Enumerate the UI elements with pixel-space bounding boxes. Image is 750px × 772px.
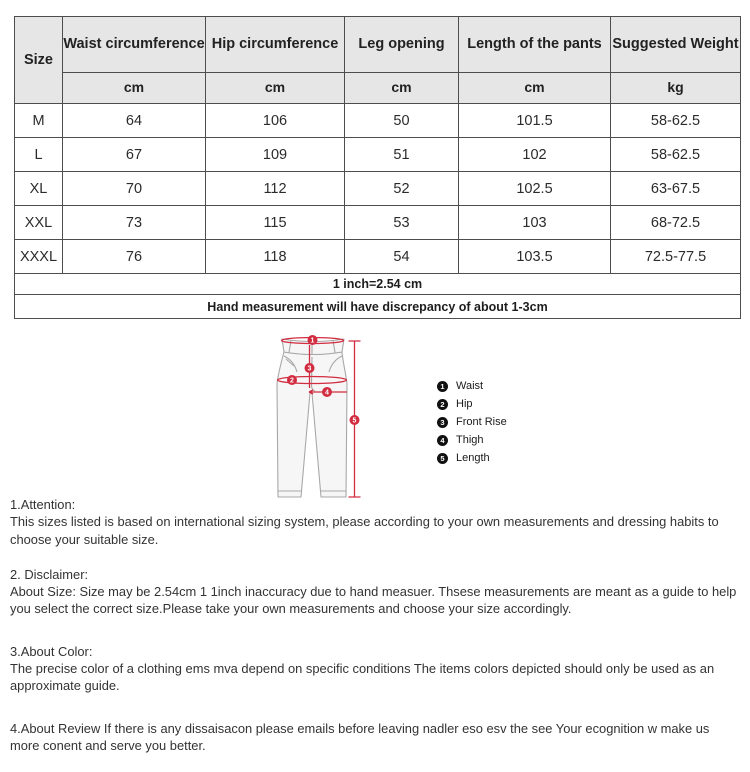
col-header-hip: Hip circumference: [206, 17, 345, 73]
svg-text:1: 1: [310, 337, 315, 345]
legend-label: Hip: [456, 398, 473, 410]
note-section-4: [10, 720, 737, 755]
measurement-value-cell: 58-62.5: [611, 138, 741, 172]
measurement-value-cell: 50: [345, 104, 459, 138]
measurement-value-cell: 73: [63, 206, 206, 240]
measurement-value-cell: 52: [345, 172, 459, 206]
measurement-value-cell: 118: [206, 240, 345, 274]
unit-hip: cm: [206, 73, 345, 104]
size-label-cell: XXL: [15, 206, 63, 240]
legend-item-thigh: [437, 431, 507, 449]
note-title: 2. Disclaimer:: [10, 566, 89, 582]
note-body: The precise color of a clothing ems mva depend on specific conditions The items colors depicted should only be used as an approximate guide.: [10, 661, 715, 694]
measurement-value-cell: 58-62.5: [611, 104, 741, 138]
footnote-row-discrepancy: [15, 295, 741, 319]
size-label-cell: L: [15, 138, 63, 172]
svg-text:4: 4: [325, 389, 329, 397]
note-title: 1.Attention:: [10, 497, 76, 512]
table-row: [15, 206, 741, 240]
col-header-leg-opening: Leg opening: [345, 17, 459, 73]
col-header-weight: Suggested Weight: [611, 17, 741, 73]
legend-number-icon: 4: [437, 435, 448, 446]
size-label-cell: M: [15, 104, 63, 138]
note-title: 3.About Color:: [10, 643, 93, 659]
unit-waist: cm: [63, 73, 206, 104]
measurement-value-cell: 72.5-77.5: [611, 240, 741, 274]
legend-item-length: [437, 449, 507, 467]
measurement-value-cell: 76: [63, 240, 206, 274]
col-header-length: Length of the pants: [459, 17, 611, 73]
measurement-value-cell: 102.5: [459, 172, 611, 206]
marker-5-length: [350, 415, 360, 425]
measurement-value-cell: 68-72.5: [611, 206, 741, 240]
legend-label: Waist: [456, 380, 484, 392]
legend-label: Front Rise: [456, 416, 507, 428]
legend-number-icon: 5: [437, 453, 448, 464]
unit-length: cm: [459, 73, 611, 104]
note-body: This sizes listed is based on international sizing system, please according to your own measurements and dressing habits to choose your suitable size.: [10, 514, 719, 547]
footnote-measurement-discrepancy: Hand measurement will have discrepancy of about 1-3cm: [15, 295, 741, 319]
svg-text:5: 5: [352, 417, 357, 425]
notes-section: [10, 496, 737, 772]
legend-number-icon: 2: [437, 399, 448, 410]
measurement-value-cell: 53: [345, 206, 459, 240]
table-row: [15, 138, 741, 172]
measurement-value-cell: 54: [345, 240, 459, 274]
measurement-value-cell: 115: [206, 206, 345, 240]
measurement-value-cell: 70: [63, 172, 206, 206]
col-header-waist: Waist circumference: [63, 17, 206, 73]
header-row: [15, 17, 741, 73]
measurement-value-cell: 103: [459, 206, 611, 240]
col-header-size: Size: [15, 17, 63, 104]
size-table-body: [15, 104, 741, 274]
svg-text:3: 3: [307, 365, 312, 373]
note-section-2: [10, 566, 737, 618]
measurement-value-cell: 63-67.5: [611, 172, 741, 206]
legend-number-icon: 3: [437, 417, 448, 428]
measurement-legend: [437, 377, 507, 467]
measurement-value-cell: 101.5: [459, 104, 611, 138]
note-section-3: [10, 643, 737, 695]
unit-leg-opening: cm: [345, 73, 459, 104]
measurement-value-cell: 102: [459, 138, 611, 172]
legend-item-waist: [437, 377, 507, 395]
measurement-value-cell: 106: [206, 104, 345, 138]
size-label-cell: XXXL: [15, 240, 63, 274]
pants-measurement-diagram: [260, 330, 370, 510]
legend-item-front-rise: [437, 413, 507, 431]
measurement-value-cell: 67: [63, 138, 206, 172]
legend-label: Length: [456, 452, 490, 464]
legend-number-icon: 1: [437, 381, 448, 392]
footnote-row-inch: [15, 274, 741, 295]
measurement-value-cell: 109: [206, 138, 345, 172]
measurement-value-cell: 112: [206, 172, 345, 206]
svg-text:2: 2: [290, 377, 294, 385]
measurement-value-cell: 51: [345, 138, 459, 172]
measurement-value-cell: 64: [63, 104, 206, 138]
legend-label: Thigh: [456, 434, 484, 446]
unit-weight: kg: [611, 73, 741, 104]
marker-3-front-rise: [305, 363, 315, 373]
note-body: 4.About Review If there is any dissaisacon please emails before leaving nadler eso esv the see Your ecognition w make us more conent and serve you better.: [10, 720, 710, 753]
marker-1-waist: [308, 335, 318, 345]
footnote-inch-conversion: 1 inch=2.54 cm: [15, 274, 741, 295]
unit-row: [15, 73, 741, 104]
marker-4-thigh: [322, 387, 332, 397]
note-section-1: [10, 496, 737, 548]
size-label-cell: XL: [15, 172, 63, 206]
marker-2-hip: [287, 375, 297, 385]
legend-item-hip: [437, 395, 507, 413]
note-body: About Size: Size may be 2.54cm 1 1inch inaccuracy due to hand measuer. Thsese measurements are meant as a guide to help you select the correct size.Please take your own measurements and choose your size accordingly.: [10, 584, 737, 617]
size-chart-table: [14, 16, 741, 319]
table-row: [15, 104, 741, 138]
measurement-value-cell: 103.5: [459, 240, 611, 274]
table-row: [15, 240, 741, 274]
table-row: [15, 172, 741, 206]
